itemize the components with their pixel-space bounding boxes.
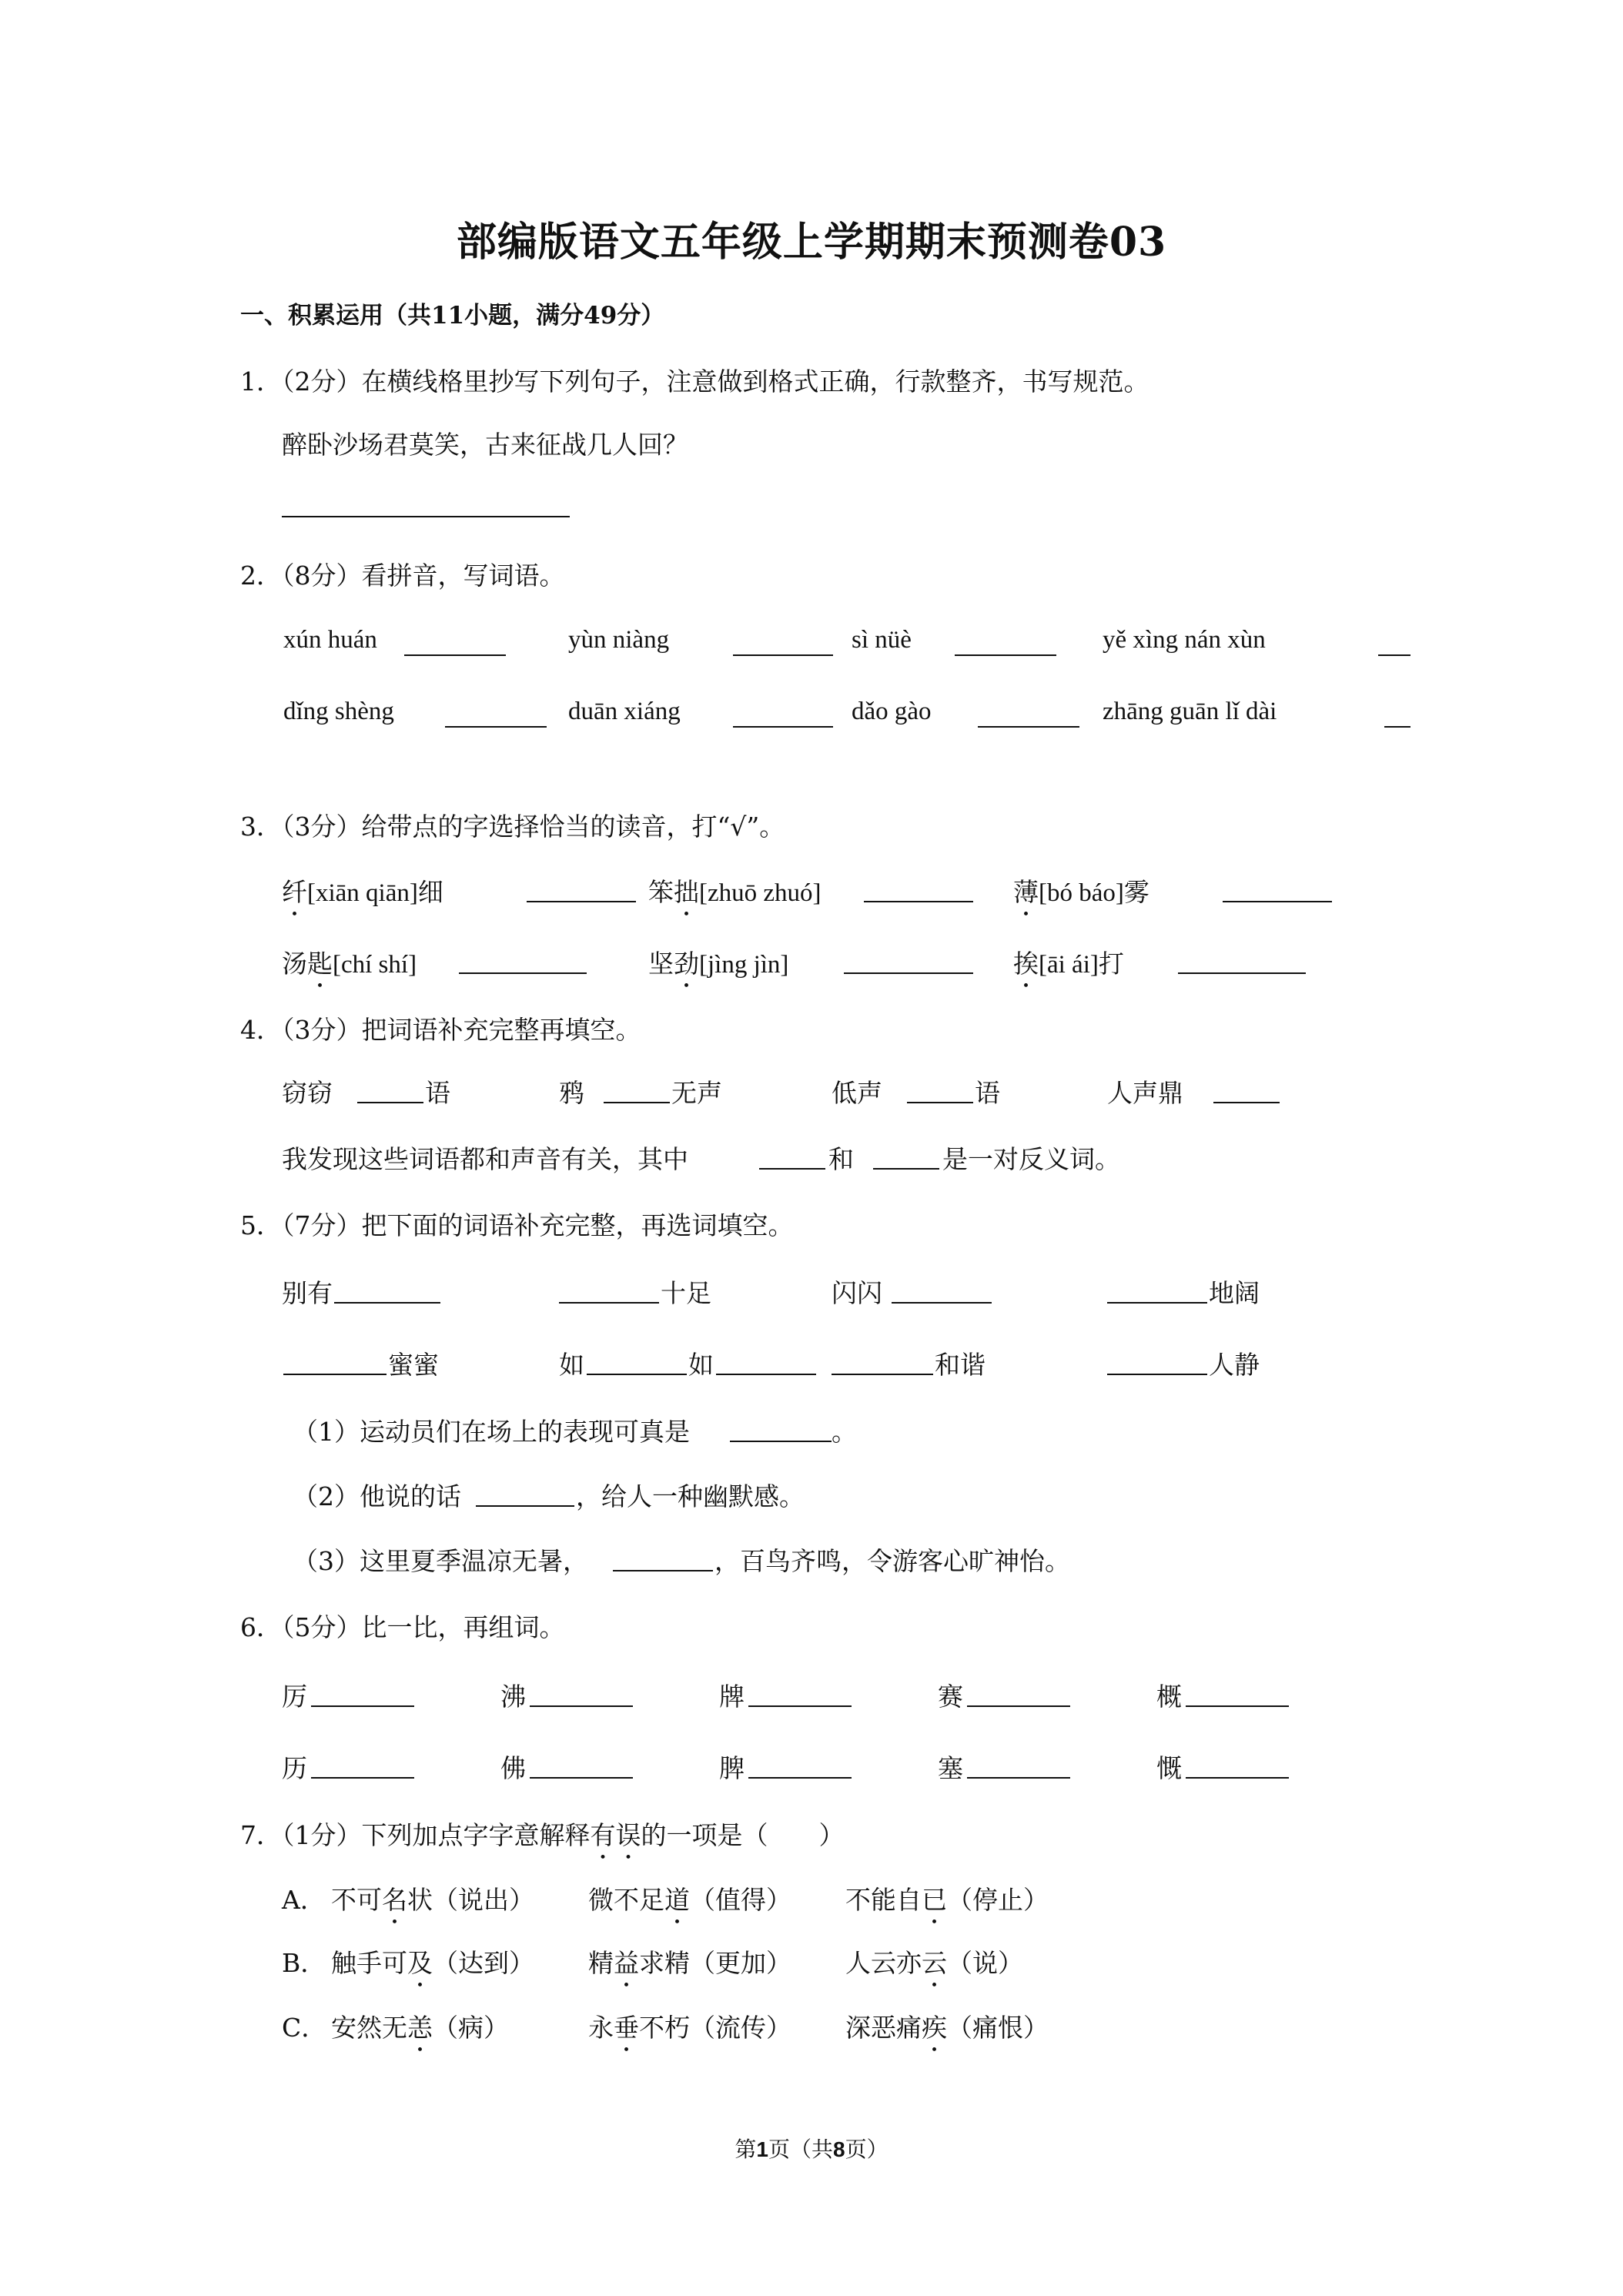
- pinyin-item: zhāng guān lǐ dài: [1103, 698, 1277, 725]
- answer-blank: [1213, 1102, 1280, 1103]
- pinyin-item: sì nüè: [852, 626, 912, 654]
- answer-blank: [844, 972, 973, 974]
- character-item: 赛: [938, 1682, 963, 1712]
- answer-blank: [1107, 1302, 1207, 1304]
- word-part: 地阔: [1209, 1278, 1260, 1308]
- sentence-part: （1）运动员们在场上的表现可真是: [293, 1417, 690, 1447]
- answer-blank: [530, 1705, 633, 1707]
- word-part: 语: [425, 1078, 450, 1108]
- word-part: 窃窃: [282, 1078, 333, 1108]
- pinyin-item: yùn niàng: [568, 626, 670, 654]
- word-part: 蜜蜜: [388, 1350, 439, 1380]
- answer-blank: [1223, 901, 1332, 902]
- question-7-stem: 7．（1分）下列加点字字意解释有误的一项是（ ）: [240, 1820, 845, 1850]
- sentence-part: ，百鸟齐鸣，令游客心旷神怡。: [714, 1546, 1070, 1576]
- sentence-part: 和: [828, 1144, 854, 1174]
- sentence-part: 我发现这些词语都和声音有关，其中: [282, 1144, 688, 1174]
- answer-blank: [334, 1302, 440, 1304]
- character-item: 慨: [1156, 1753, 1182, 1783]
- answer-blank: [613, 1570, 713, 1571]
- character-item: 沸: [500, 1682, 526, 1712]
- answer-blank: [967, 1777, 1070, 1779]
- sentence-part: 是一对反义词。: [942, 1144, 1120, 1174]
- option-a-item: 不可名状（说出）: [331, 1885, 534, 1915]
- page-footer: 第1页（共8页）: [735, 2137, 888, 2162]
- question-6-stem: 6．（5分）比一比，再组词。: [240, 1612, 565, 1642]
- reading-choice-item: 汤匙[chí shí]: [282, 949, 417, 979]
- sentence-part: （3）这里夏季温凉无暑，: [293, 1546, 588, 1576]
- answer-blank: [445, 726, 547, 728]
- answer-blank: [559, 1302, 659, 1304]
- reading-choice-item: 坚劲[jìng jìn]: [648, 949, 789, 979]
- question-1-stem: 1．（2分）在横线格里抄写下列句子，注意做到格式正确，行款整齐，书写规范。: [240, 366, 1149, 397]
- option-a[interactable]: A．: [282, 1885, 326, 1915]
- answer-blank: [978, 726, 1079, 728]
- word-part: 人声鼎: [1107, 1078, 1183, 1108]
- page-title: 部编版语文五年级上学期期末预测卷03: [456, 219, 1167, 266]
- sentence-part: 。: [832, 1417, 857, 1447]
- word-part: 和谐: [935, 1350, 986, 1380]
- answer-blank: [459, 972, 587, 974]
- question-1-poem: 醉卧沙场君莫笑，古来征战几人回？: [282, 430, 688, 460]
- answer-blank: [530, 1777, 633, 1779]
- answer-blank: [832, 1374, 933, 1375]
- question-5-stem: 5．（7分）把下面的词语补充完整，再选词填空。: [240, 1210, 794, 1240]
- word-part: 如: [559, 1350, 584, 1380]
- pinyin-item: duān xiáng: [568, 698, 681, 725]
- character-item: 佛: [500, 1753, 526, 1783]
- option-c[interactable]: C．: [282, 2013, 327, 2043]
- reading-choice-item: 薄[bó báo]雾: [1013, 877, 1149, 907]
- answer-blank: [311, 1705, 414, 1707]
- answer-blank: [733, 726, 833, 728]
- answer-blank: [748, 1777, 852, 1779]
- answer-blank: [283, 1374, 387, 1375]
- option-a-item: 微不足道（值得）: [588, 1885, 791, 1915]
- character-item: 塞: [938, 1753, 963, 1783]
- question-2-stem: 2．（8分）看拼音，写词语。: [240, 561, 565, 591]
- sentence-part: （2）他说的话: [293, 1481, 461, 1511]
- word-part: 如: [688, 1350, 714, 1380]
- character-item: 厉: [282, 1682, 307, 1712]
- answer-blank: [864, 901, 973, 902]
- answer-blank: [1384, 726, 1411, 728]
- answer-blank: [1178, 972, 1306, 974]
- reading-choice-item: 笨拙[zhuō zhuó]: [648, 877, 822, 907]
- word-part: 无声: [671, 1078, 722, 1108]
- character-item: 概: [1156, 1682, 1182, 1712]
- option-b-item: 人云亦云（说）: [845, 1948, 1023, 1978]
- word-part: 语: [975, 1078, 1000, 1108]
- option-c-item: 深恶痛疾（痛恨）: [845, 2013, 1049, 2043]
- answer-blank: [733, 654, 833, 656]
- answer-line: [282, 516, 570, 517]
- answer-blank: [1378, 654, 1411, 656]
- answer-blank: [604, 1102, 670, 1103]
- word-part: 低声: [832, 1078, 882, 1108]
- answer-blank: [716, 1374, 816, 1375]
- answer-blank: [730, 1441, 832, 1442]
- answer-blank: [357, 1102, 423, 1103]
- character-item: 牌: [719, 1682, 745, 1712]
- option-b-item: 触手可及（达到）: [331, 1948, 534, 1978]
- option-c-item: 安然无恙（病）: [331, 2013, 509, 2043]
- answer-blank: [1107, 1374, 1207, 1375]
- answer-blank: [527, 901, 636, 902]
- pinyin-item: dǎo gào: [852, 698, 932, 725]
- answer-blank: [967, 1705, 1070, 1707]
- character-item: 历: [282, 1753, 307, 1783]
- option-b[interactable]: B．: [282, 1948, 326, 1978]
- answer-blank: [1186, 1705, 1289, 1707]
- answer-blank: [873, 1168, 939, 1170]
- pinyin-item: dǐng shèng: [283, 698, 394, 725]
- word-part: 闪闪: [832, 1278, 882, 1308]
- answer-blank: [907, 1102, 973, 1103]
- section-heading: 一、积累运用（共11小题，满分49分）: [240, 302, 665, 330]
- answer-blank: [476, 1505, 574, 1507]
- answer-blank: [892, 1302, 992, 1304]
- sentence-part: ，给人一种幽默感。: [576, 1481, 805, 1511]
- question-3-stem: 3．（3分）给带点的字选择恰当的读音，打“√”。: [240, 812, 785, 842]
- reading-choice-item: 挨[āi ái]打: [1013, 949, 1124, 979]
- word-part: 人静: [1209, 1350, 1260, 1380]
- word-part: 鸦: [559, 1078, 584, 1108]
- reading-choice-item: 纤[xiān qiān]细: [282, 877, 443, 907]
- pinyin-item: yě xìng nán xùn: [1103, 626, 1266, 654]
- answer-blank: [955, 654, 1056, 656]
- word-part: 别有: [282, 1278, 333, 1308]
- answer-blank: [587, 1374, 687, 1375]
- pinyin-item: xún huán: [283, 626, 377, 654]
- option-a-item: 不能自已（停止）: [845, 1885, 1049, 1915]
- answer-blank: [404, 654, 506, 656]
- option-c-item: 永垂不朽（流传）: [588, 2013, 791, 2043]
- answer-blank: [1186, 1777, 1289, 1779]
- option-b-item: 精益求精（更加）: [588, 1948, 791, 1978]
- answer-blank: [759, 1168, 825, 1170]
- answer-blank: [748, 1705, 852, 1707]
- word-part: 十足: [661, 1278, 711, 1308]
- character-item: 脾: [719, 1753, 745, 1783]
- question-4-stem: 4．（3分）把词语补充完整再填空。: [240, 1015, 641, 1045]
- answer-blank: [311, 1777, 414, 1779]
